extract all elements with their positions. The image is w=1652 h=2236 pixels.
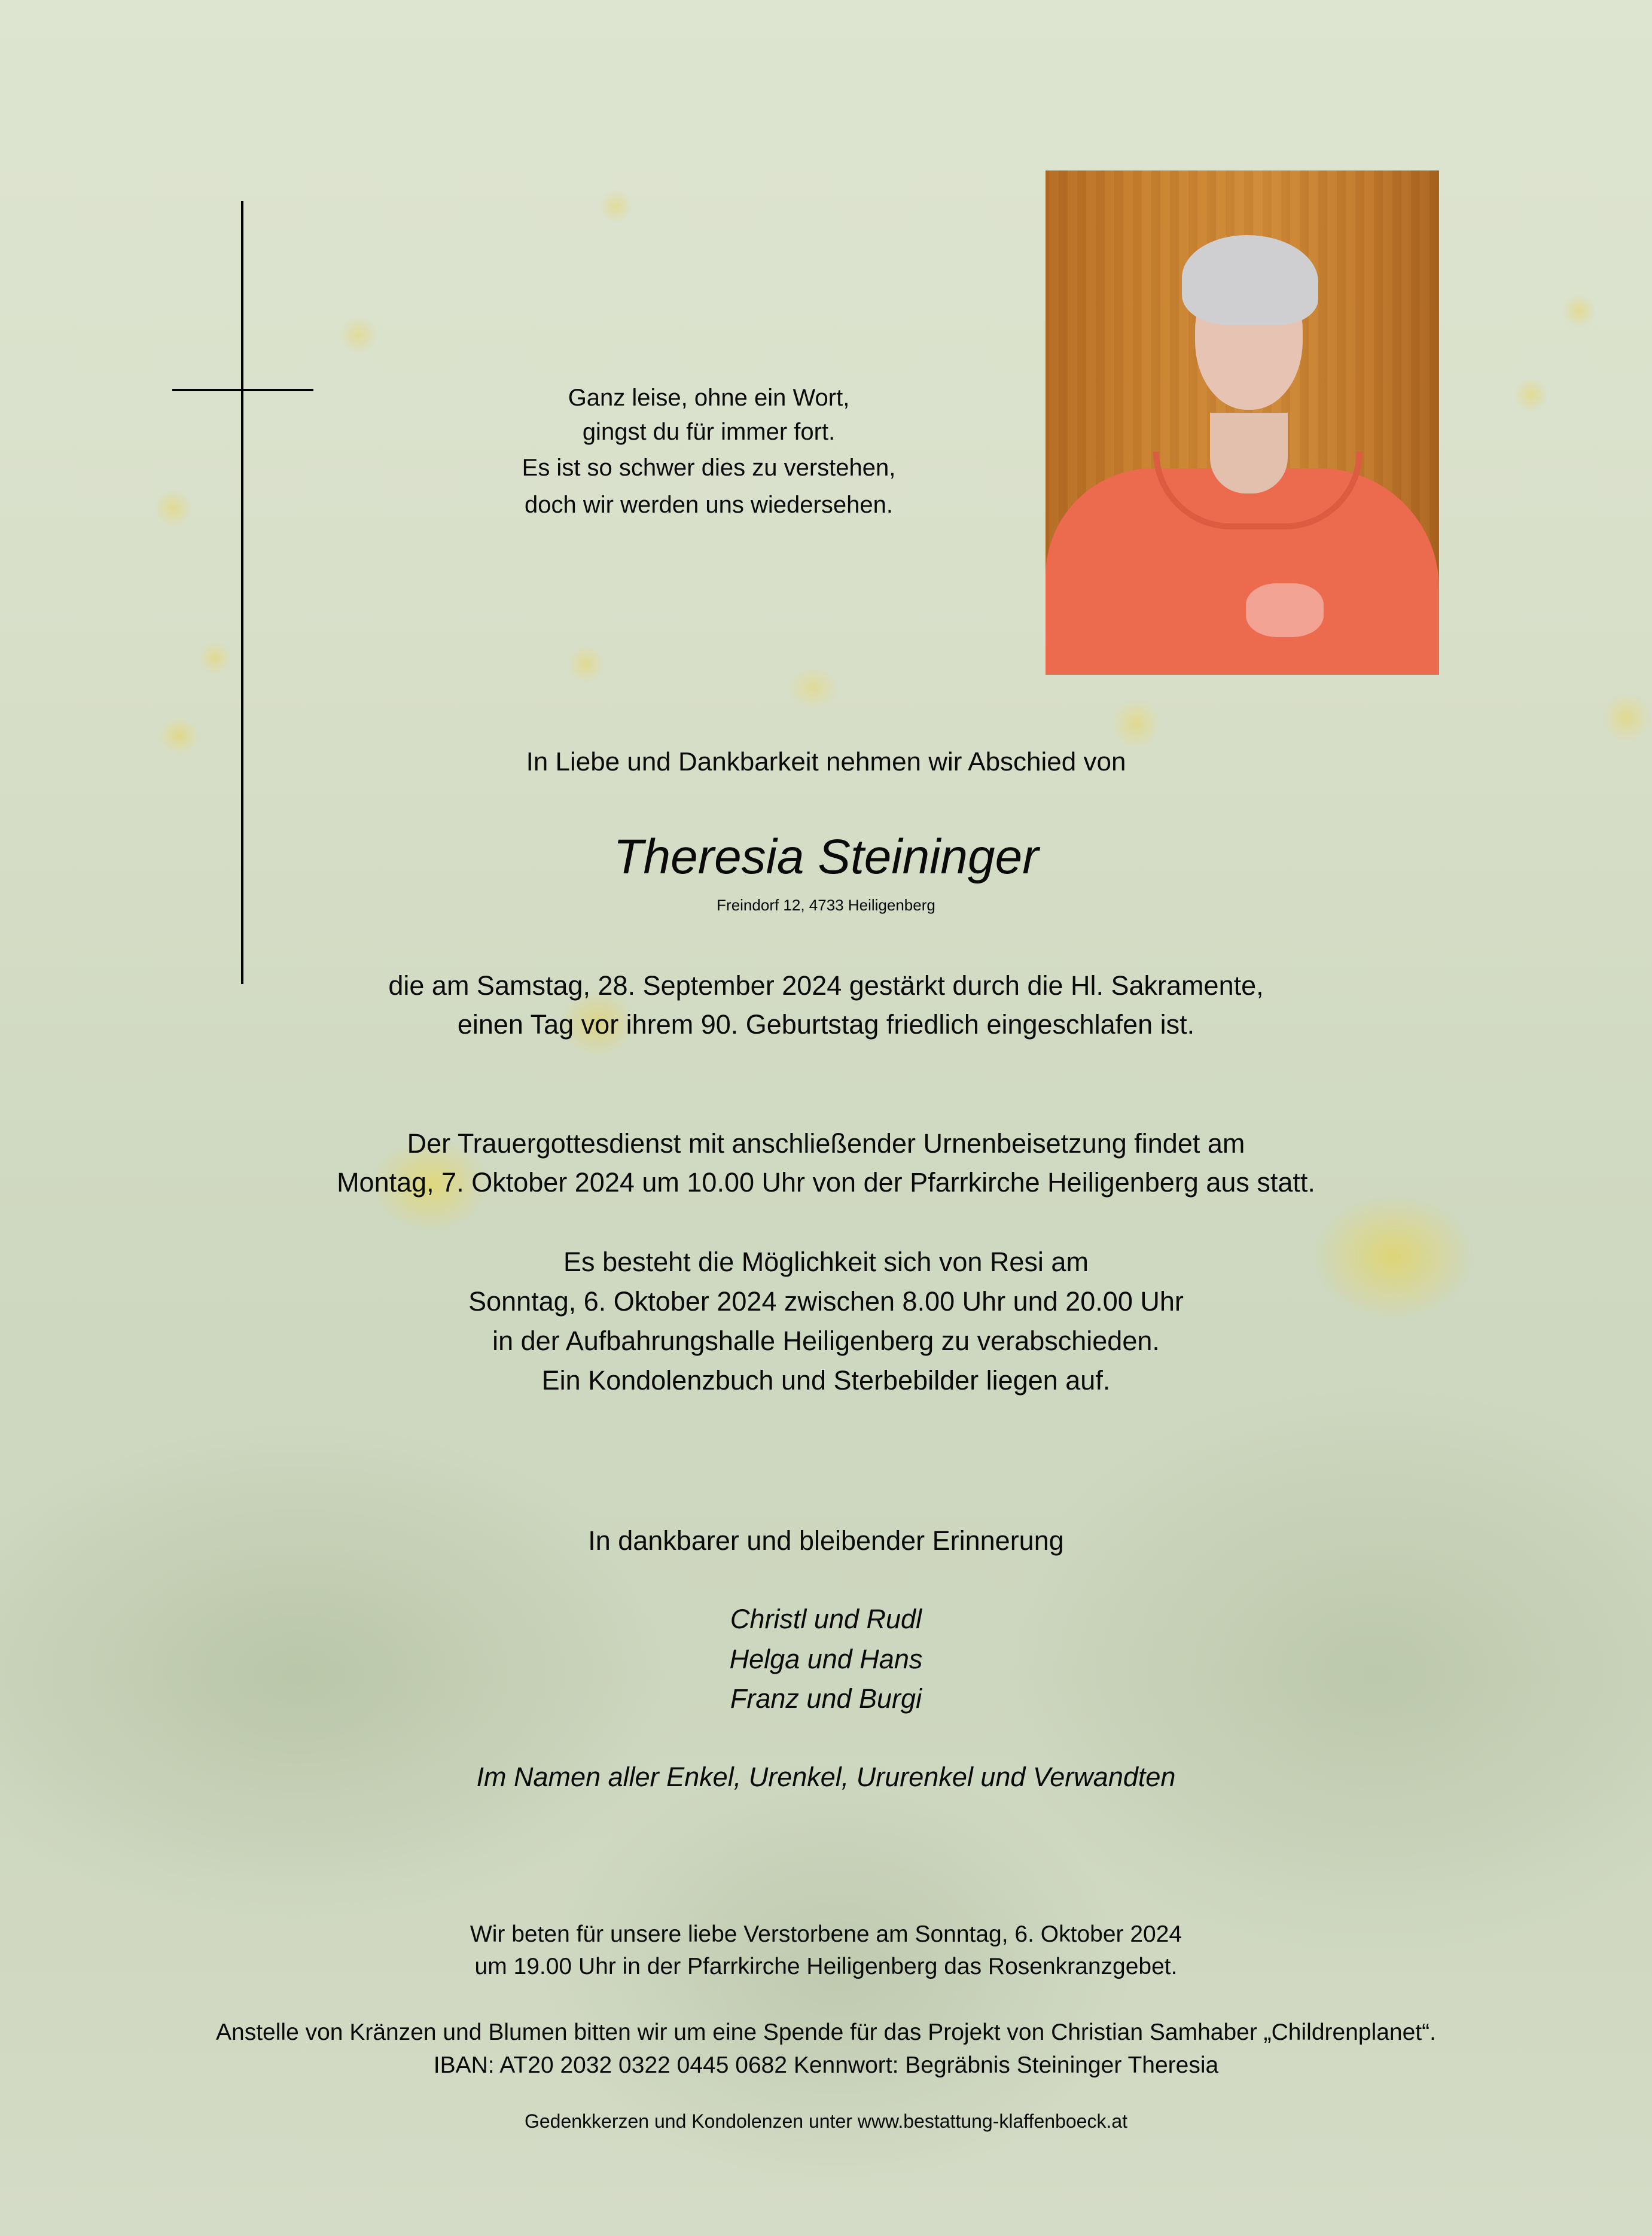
poem-line: gingst du für immer fort.	[582, 419, 836, 445]
poem-line: Es ist so schwer dies zu verstehen,	[522, 455, 896, 481]
mourner-item: Franz und Burgi	[730, 1683, 922, 1714]
mourner-item: Helga und Hans	[729, 1644, 923, 1674]
relatives-line: Im Namen aller Enkel, Urenkel, Ururenkel und Verwandten	[476, 1762, 1176, 1792]
poem-line: doch wir werden uns wiedersehen.	[525, 492, 893, 518]
deceased-name: Theresia Steininger	[613, 830, 1039, 884]
condolence-link[interactable]: Gedenkkerzen und Kondolenzen unter www.bestattung-klaffenboeck.at	[524, 2110, 1128, 2132]
viewing-line: Sonntag, 6. Oktober 2024 zwischen 8.00 Uhr und 20.00 Uhr	[468, 1286, 1184, 1317]
remembrance-heading: In dankbarer und bleibender Erinnerung	[588, 1525, 1064, 1556]
viewing-line: Es besteht die Möglichkeit sich von Resi am	[563, 1247, 1089, 1277]
death-notice-line: die am Samstag, 28. September 2024 gestärkt durch die Hl. Sakramente,	[388, 970, 1264, 1001]
intro-text: In Liebe und Dankbarkeit nehmen wir Abschied von	[526, 747, 1126, 776]
donation-iban: IBAN: AT20 2032 0322 0445 0682 Kennwort: Begräbnis Steininger Theresia	[433, 2052, 1219, 2078]
poem-line: Ganz leise, ohne ein Wort,	[568, 385, 850, 411]
viewing-line: Ein Kondolenzbuch und Sterbebilder liegen auf.	[541, 1365, 1111, 1396]
mourner-item: Christl und Rudl	[730, 1604, 922, 1634]
funeral-line: Montag, 7. Oktober 2024 um 10.00 Uhr von der Pfarrkirche Heiligenberg aus statt.	[337, 1167, 1315, 1198]
funeral-line: Der Trauergottesdienst mit anschließender Urnenbeisetzung findet am	[407, 1128, 1245, 1159]
photo-sweater-print	[1246, 583, 1324, 637]
rosary-line: Wir beten für unsere liebe Verstorbene am Sonntag, 6. Oktober 2024	[470, 1921, 1182, 1947]
rosary-line: um 19.00 Uhr in der Pfarrkirche Heiligenberg das Rosenkranzgebet.	[474, 1954, 1178, 1979]
death-notice-line: einen Tag vor ihrem 90. Geburtstag friedlich eingeschlafen ist.	[457, 1009, 1195, 1040]
viewing-line: in der Aufbahrungshalle Heiligenberg zu verabschieden.	[492, 1326, 1160, 1356]
donation-line: Anstelle von Kränzen und Blumen bitten wir um eine Spende für das Projekt von Christian Samhaber „Childrenplanet“.	[216, 2019, 1436, 2045]
deceased-address: Freindorf 12, 4733 Heiligenberg	[717, 896, 935, 914]
